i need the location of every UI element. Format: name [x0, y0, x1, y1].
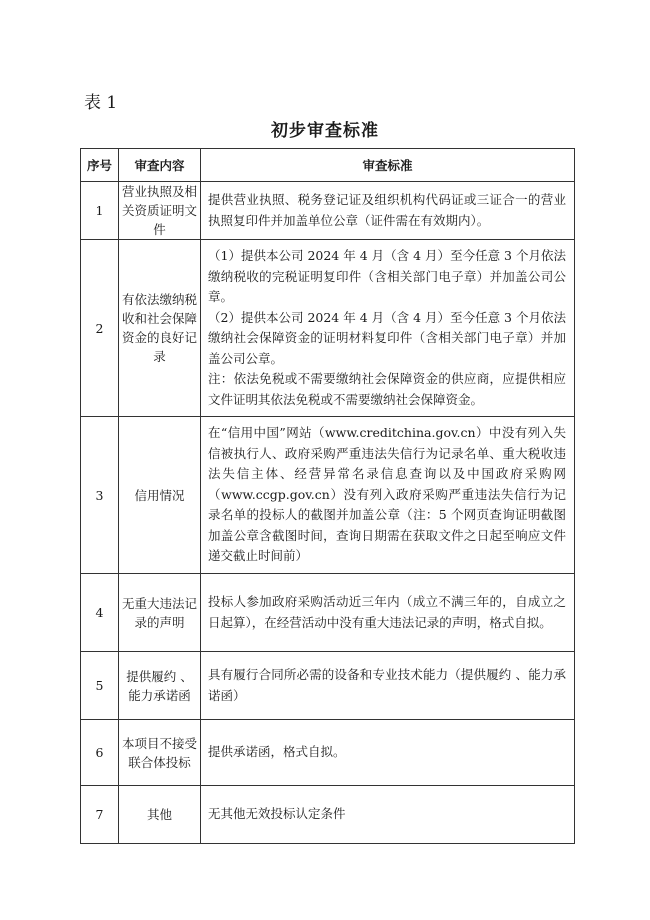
- standard-paragraph: （1）提供本公司 2024 年 4 月（含 4 月）至今任意 3 个月依法缴纳税收的完税证明复印件（含相关部门电子章）并加盖公司公章。: [208, 248, 566, 304]
- review-standard: [201, 720, 575, 786]
- standard-paragraph: 提供营业执照、税务登记证及组织机构代码证或三证合一的营业执照复印件并加盖单位公章（证件需在有效期内）。: [208, 192, 566, 228]
- header-content: 审查内容: [119, 149, 201, 182]
- review-standard: [201, 182, 575, 240]
- table-row: [81, 574, 575, 652]
- row-number: 3: [81, 417, 119, 574]
- row-number: 6: [81, 720, 119, 786]
- header-no: 序号: [81, 149, 119, 182]
- row-number: 2: [81, 240, 119, 417]
- table-header-row: [81, 149, 575, 182]
- standard-paragraph: 具有履行合同所必需的设备和专业技术能力（提供履约 、能力承诺函）: [208, 667, 566, 703]
- header-standard: 审查标准: [201, 149, 575, 182]
- standard-paragraph: 投标人参加政府采购活动近三年内（成立不满三年的，自成立之日起算），在经营活动中没有重大违法记录的声明，格式自拟。: [208, 594, 566, 630]
- review-standard: [201, 652, 575, 720]
- standard-paragraph: 无其他无效投标认定条件: [208, 806, 346, 822]
- review-content: 信用情况: [119, 417, 201, 574]
- table-row: [81, 720, 575, 786]
- row-number: 4: [81, 574, 119, 652]
- review-criteria-table: [80, 148, 575, 844]
- standard-paragraph: （2）提供本公司 2024 年 4 月（含 4 月）至今任意 3 个月依法缴纳社会保障资金的证明材料复印件（含相关部门电子章）并加盖公司公章。: [208, 309, 566, 366]
- document-title: 初步审查标准: [271, 121, 379, 141]
- table-row: [81, 417, 575, 574]
- row-number: 5: [81, 652, 119, 720]
- review-standard: [201, 417, 575, 574]
- review-content: 提供履约 、能力承诺函: [119, 652, 201, 720]
- row-number: 1: [81, 182, 119, 240]
- standard-paragraph: 提供承诺函，格式自拟。: [208, 744, 346, 760]
- standard-paragraph: 注：依法免税或不需要缴纳社会保障资金的供应商，应提供相应文件证明其依法免税或不需要缴纳社会保障资金。: [208, 371, 566, 407]
- review-content: 其他: [119, 786, 201, 844]
- review-standard: [201, 240, 575, 417]
- review-standard: [201, 574, 575, 652]
- review-content: 无重大违法记录的声明: [119, 574, 201, 652]
- table-row: [81, 240, 575, 417]
- table-row: [81, 652, 575, 720]
- table-label: 表 1: [84, 93, 118, 113]
- row-number: 7: [81, 786, 119, 844]
- review-standard: [201, 786, 575, 844]
- standard-paragraph: 在“信用中国”网站（www.creditchina.gov.cn）中没有列入失信被执行人、政府采购严重违法失信行为记录名单、重大税收违法失信主体、经营异常名录信息查询以及中国政府采购网（www.ccgp.gov.cn）没有列入政府采购严重违法失信行为记录名单的投标人的截图并加盖公章（注：5 个网页查询证明截图加盖公章含截图时间，查询日期需在获取文件之日起至响应文件递交截止时间前）: [208, 425, 566, 564]
- table-row: [81, 786, 575, 844]
- review-content: 有依法缴纳税收和社会保障资金的良好记录: [119, 240, 201, 417]
- review-content: 营业执照及相关资质证明文件: [119, 182, 201, 240]
- review-content: 本项目不接受联合体投标: [119, 720, 201, 786]
- table-row: [81, 182, 575, 240]
